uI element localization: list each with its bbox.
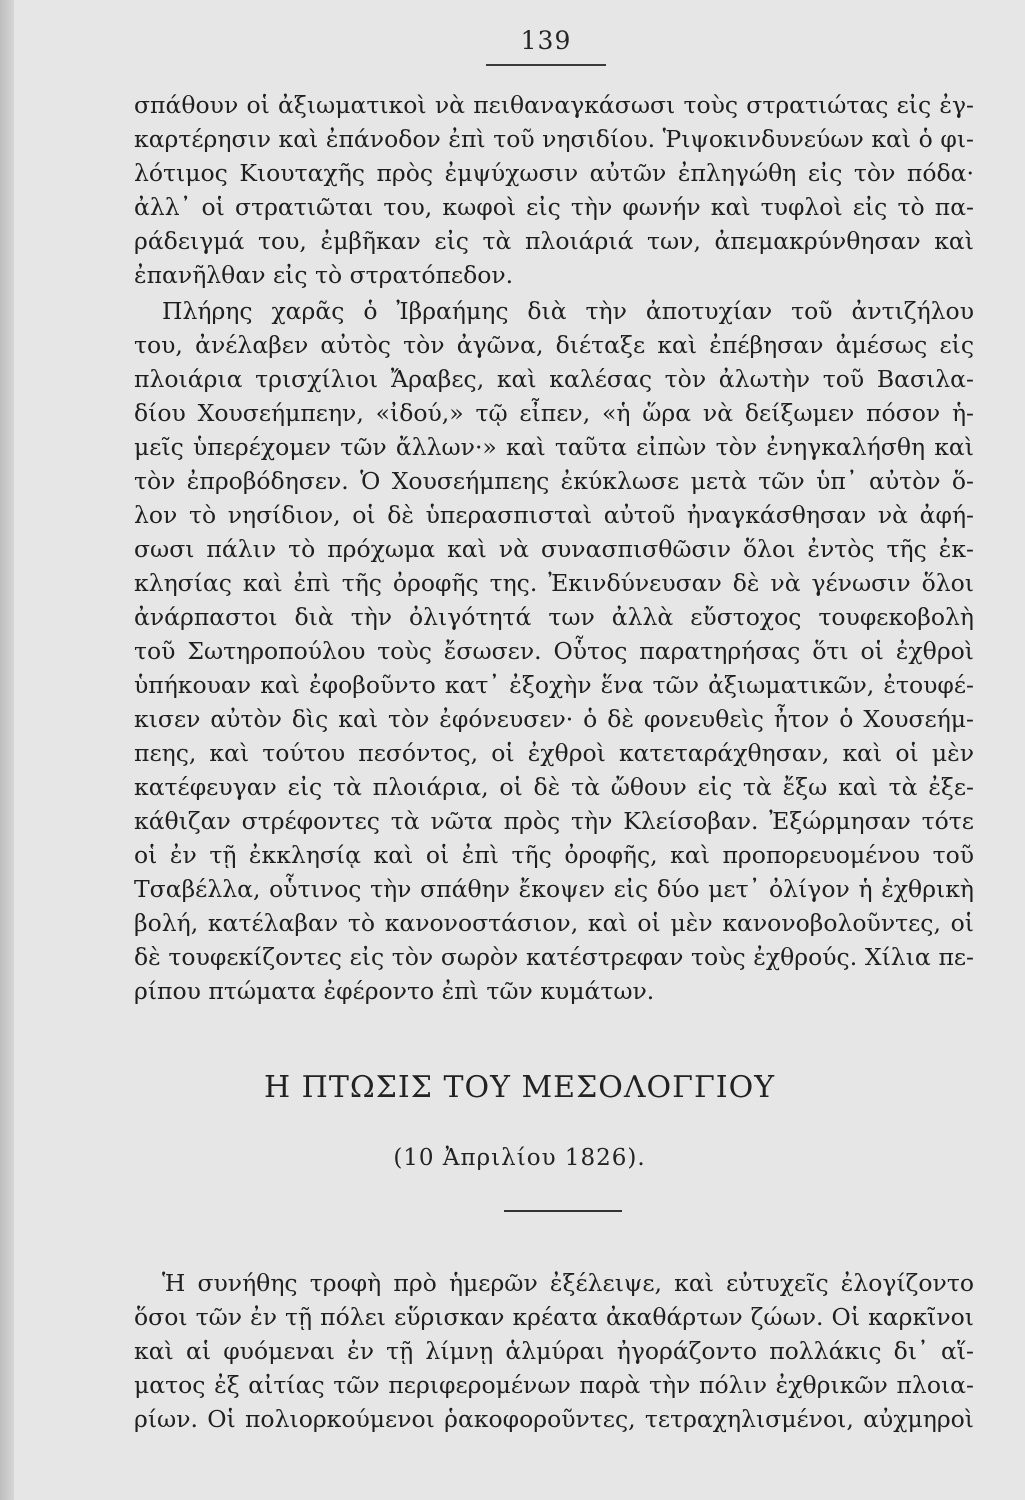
section-title: Η ΠΤΩΣΙΣ ΤΟΥ ΜΕΣΟΛΟΓΓΙΟΥ bbox=[263, 1070, 776, 1105]
text-line: λότιμος Κιουταχῆς πρὸς ἐμψύχωσιν αὐτῶν ἐπληγώθη εἰς τὸν πόδα· bbox=[134, 159, 974, 187]
text-line: μεῖς ὑπερέχομεν τῶν ἄλλων·» καὶ ταῦτα εἰπὼν τὸν ἐνηγκαλήσθη καὶ bbox=[134, 433, 974, 461]
text-line: σπάθουν οἱ ἀξιωματικοὶ νὰ πειθαναγκάσωσι τοὺς στρατιώτας εἰς ἐγ- bbox=[134, 91, 974, 119]
text-line: Τσαβέλλα, οὗτινος τὴν σπάθην ἔκοψεν εἰς δύο μετ᾽ ὀλίγον ἡ ἐχθρικὴ bbox=[134, 875, 974, 903]
text-line: κισεν αὐτὸν δὶς καὶ τὸν ἐφόνευσεν· ὁ δὲ φονευθεὶς ἦτον ὁ Χουσεήμ- bbox=[134, 705, 974, 733]
text-line: καὶ αἱ φυόμεναι ἐν τῇ λίμνῃ ἁλμύραι ἠγοράζοντο πολλάκις δι᾽ αἵ- bbox=[134, 1337, 974, 1365]
section-date: (10 Ἀπριλίου 1826). bbox=[393, 1145, 646, 1171]
text-line: βολή, κατέλαβαν τὸ κανονοστάσιον, καὶ οἱ μὲν κανονοβολοῦντες, οἱ bbox=[134, 909, 974, 937]
text-line: ματος ἐξ αἰτίας τῶν περιφερομένων παρὰ τὴν πόλιν ἐχθρικῶν πλοια- bbox=[134, 1371, 974, 1399]
text-line: λον τὸ νησίδιον, οἱ δὲ ὑπερασπισταὶ αὐτοῦ ἠναγκάσθησαν νὰ ἀφή- bbox=[134, 501, 974, 529]
text-line: ἀλλ᾽ οἱ στρατιῶται του, κωφοὶ εἰς τὴν φωνήν καὶ τυφλοὶ εἰς τὸ πα- bbox=[134, 193, 974, 221]
section-divider bbox=[504, 1210, 622, 1212]
text-line: Ἡ συνήθης τροφὴ πρὸ ἡμερῶν ἐξέλειψε, καὶ εὐτυχεῖς ἐλογίζοντο bbox=[162, 1269, 974, 1297]
page-number-rule bbox=[486, 64, 606, 66]
text-line: ὑπήκουαν καὶ ἐφοβοῦντο κατ᾽ ἐξοχὴν ἕνα τῶν ἀξιωματικῶν, ἐτουφέ- bbox=[134, 671, 974, 699]
text-line: ἀνάρπαστοι διὰ τὴν ὀλιγότητά των ἀλλὰ εὔστοχος τουφεκοβολὴ bbox=[134, 603, 974, 631]
text-line: ὅσοι τῶν ἐν τῇ πόλει εὕρισκαν κρέατα ἀκαθάρτων ζώων. Οἱ καρκῖνοι bbox=[134, 1303, 974, 1331]
text-line: κάθιζαν στρέφοντες τὰ νῶτα πρὸς τὴν Κλείσοβαν. Ἐξώρμησαν τότε bbox=[134, 807, 974, 835]
text-line: ἐπανῆλθαν εἰς τὸ στρατόπεδον. bbox=[134, 261, 514, 289]
text-line: ρίων. Οἱ πολιορκούμενοι ῥακοφοροῦντες, τετραχηλισμένοι, αὐχμηροὶ bbox=[134, 1405, 974, 1433]
text-line: κατέφευγαν εἰς τὰ πλοιάρια, οἱ δὲ τὰ ὤθουν εἰς τὰ ἔξω καὶ τὰ ἐξε- bbox=[134, 773, 974, 801]
text-line: κλησίας καὶ ἐπὶ τῆς ὀροφῆς της. Ἐκινδύνευσαν δὲ νὰ γένωσιν ὅλοι bbox=[134, 569, 974, 597]
text-line: δίου Χουσεήμπεην, «ἰδού,» τῷ εἶπεν, «ἡ ὥρα νὰ δείξωμεν πόσον ἡ- bbox=[134, 399, 974, 427]
text-line: Πλήρης χαρᾶς ὁ Ἰβραήμης διὰ τὴν ἀποτυχίαν τοῦ ἀντιζήλου bbox=[162, 297, 974, 325]
document-page bbox=[14, 0, 1025, 1500]
text-line: καρτέρησιν καὶ ἐπάνοδον ἐπὶ τοῦ νησιδίου. Ῥιψοκινδυνεύων καὶ ὁ φι- bbox=[134, 125, 974, 153]
text-line: του, ἀνέλαβεν αὐτὸς τὸν ἀγῶνα, διέταξε καὶ ἐπέβησαν ἀμέσως εἰς bbox=[134, 331, 974, 359]
text-line: πεης, καὶ τούτου πεσόντος, οἱ ἐχθροὶ κατεταράχθησαν, καὶ οἱ μὲν bbox=[134, 739, 974, 767]
text-line: ρίπου πτώματα ἐφέροντο ἐπὶ τῶν κυμάτων. bbox=[134, 977, 655, 1005]
text-line: οἱ ἐν τῇ ἐκκλησίᾳ καὶ οἱ ἐπὶ τῆς ὀροφῆς, καὶ προπορευομένου τοῦ bbox=[134, 841, 974, 869]
text-line: σωσι πάλιν τὸ πρόχωμα καὶ νὰ συνασπισθῶσιν ὅλοι ἐντὸς τῆς ἐκ- bbox=[134, 535, 974, 563]
page-binding-shadow bbox=[0, 0, 14, 1500]
text-line: ράδειγμά του, ἐμβῆκαν εἰς τὰ πλοιάριά των, ἀπεμακρύνθησαν καὶ bbox=[134, 227, 974, 255]
text-line: τοῦ Σωτηροπούλου τοὺς ἔσωσεν. Οὗτος παρατηρήσας ὅτι οἱ ἐχθροὶ bbox=[134, 637, 974, 665]
page-number: 139 bbox=[520, 26, 572, 55]
text-line: τὸν ἐπροβόδησεν. Ὁ Χουσεήμπεης ἐκύκλωσε μετὰ τῶν ὑπ᾽ αὐτὸν ὅ- bbox=[134, 467, 974, 495]
text-line: πλοιάρια τρισχίλιοι Ἄραβες, καὶ καλέσας τὸν ἀλωτὴν τοῦ Βασιλα- bbox=[134, 365, 974, 393]
text-line: δὲ τουφεκίζοντες εἰς τὸν σωρὸν κατέστρεφαν τοὺς ἐχθρούς. Χίλια πε- bbox=[134, 943, 974, 971]
